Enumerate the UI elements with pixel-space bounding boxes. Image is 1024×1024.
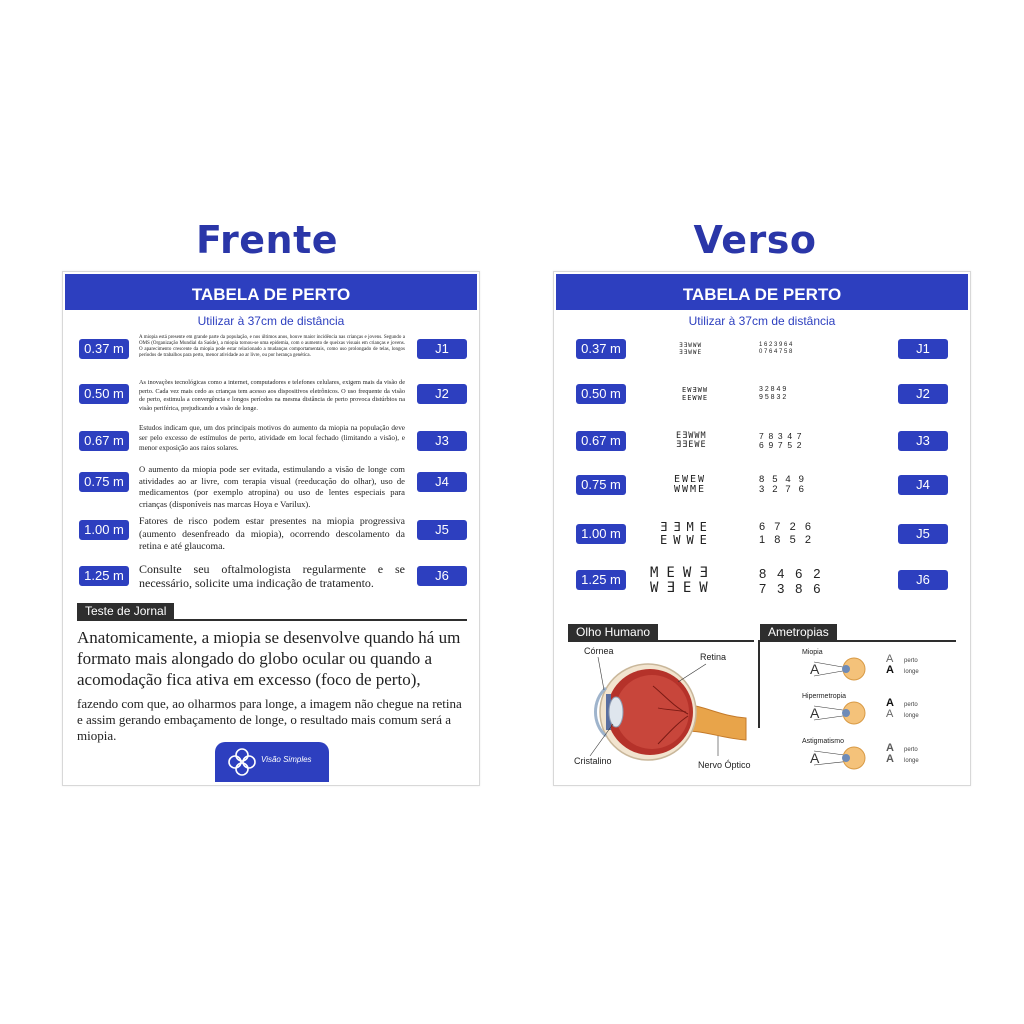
optotype-number-row: 6 9 7 5 2	[759, 440, 802, 450]
hyperopia-diagram	[810, 700, 874, 726]
distance-badge: 1.00 m	[79, 520, 129, 540]
letter-near: A	[886, 742, 894, 754]
optotype-e-row: EWWE	[660, 533, 713, 547]
j-badge: J2	[898, 384, 948, 404]
svg-text:A: A	[810, 705, 820, 721]
eye-anatomy-illustration	[568, 644, 754, 774]
distance-badge: 1.25 m	[79, 566, 129, 586]
distance-badge: 0.67 m	[576, 431, 626, 451]
optic-nerve-label: Nervo Óptico	[698, 760, 751, 770]
paragraph-5: Fatores de risco podem estar presentes na miopia progressiva (aumento desenfreado da miopia), ocorrendo descolamento da retina e até glaucoma.	[139, 516, 405, 552]
ametropia-name: Hipermetropia	[802, 693, 846, 700]
distance-badge: 0.75 m	[79, 472, 129, 492]
optotype-number-row: 7 8 3 4 7	[759, 431, 802, 441]
ametropias-divider	[760, 640, 956, 642]
retina-label: Retina	[700, 652, 727, 662]
back-card-subtitle: Utilizar à 37cm de distância	[688, 314, 836, 328]
paragraph-3: Estudos indicam que, um dos principais motivos do aumento da miopia na população deve ser pelo excesso de estímulos de perto, atividade em local fechado (limitando a visão), e menor exposição aos raios solares.	[139, 424, 405, 452]
cristalino-label: Cristalino	[574, 756, 612, 766]
j-badge: J2	[417, 384, 467, 404]
near-label: perto	[904, 747, 918, 753]
paragraph-4: O aumento da miopia pode ser evitada, estimulando a visão de longe com atividades ao ar livre, com terapia visual (reeducação do olhar), uso de medicamentos (por exemplo atropina) ou uso de lentes especiais para crianças (disponíveis nas marcas Hoya e Varilux).	[139, 464, 405, 509]
ametropia-name: Astigmatismo	[802, 738, 845, 745]
paragraph-6: Consulte seu oftalmologista regularmente e se necessário, solicite uma indicação de tratamento.	[139, 562, 405, 590]
optotype-number-row: 8 4 6 2	[759, 566, 821, 581]
front-card	[62, 271, 480, 786]
paragraph-1: A miopia está presente em grande parte da população, e nos últimos anos, houve maior incidência nas crianças e jovens. Segundo a OMS (Organização Mundial da Saúde), a miopia tornou-se uma epidemia, com o aumento de queixas visuais em crianças e jovens. O aparecimento crescente da miopia pode estar relacionado a mudanças comportamentais, como uso prolongado de telas, longos períodos de trabalhos para perto, menor atividade ao ar livre, ou por herança genética.	[139, 335, 405, 358]
optotype-number-row: 9 5 8 3 2	[759, 394, 787, 401]
optotype-number-row: 0 7 6 4 7 5 8	[759, 349, 793, 355]
back-heading: Verso	[693, 218, 817, 262]
distance-badge: 0.67 m	[79, 431, 129, 451]
distance-badge: 0.50 m	[576, 384, 626, 404]
optotype-number-row: 3 2 8 4 9	[759, 386, 787, 393]
far-label: longe	[904, 669, 919, 675]
optotype-e-row: WWME	[674, 484, 707, 495]
j-badge: J5	[898, 524, 948, 544]
letter-far: A	[886, 664, 894, 676]
distance-badge: 1.25 m	[576, 570, 626, 590]
letter-near: A	[886, 697, 894, 709]
front-heading: Frente	[195, 218, 339, 262]
ametropias-vertical-divider	[758, 640, 760, 728]
svg-text:A: A	[810, 750, 820, 766]
optotype-e-row: ƎƎME	[660, 520, 713, 534]
cornea-label: Córnea	[584, 646, 614, 656]
jornal-small-text: fazendo com que, ao olharmos para longe, a imagem não chegue na retina e assim gerando embaçamento de longe, o resultado mais comum será a miopia.	[77, 696, 462, 743]
j-badge: J6	[898, 570, 948, 590]
distance-badge: 1.00 m	[576, 524, 626, 544]
eye-tab: Olho Humano	[568, 624, 658, 641]
distance-badge: 0.75 m	[576, 475, 626, 495]
distance-badge: 0.50 m	[79, 384, 129, 404]
back-card	[553, 271, 971, 786]
j-badge: J4	[898, 475, 948, 495]
near-label: perto	[904, 658, 918, 664]
optotype-number-row: 1 6 2 3 9 6 4	[759, 342, 793, 348]
brand-logo	[215, 742, 329, 782]
near-label: perto	[904, 702, 918, 708]
optotype-number-row: 6 7 2 6	[759, 521, 811, 533]
j-badge: J3	[898, 431, 948, 451]
optotype-e-row: EWƎWW	[682, 386, 709, 394]
jornal-divider	[77, 619, 467, 621]
far-label: longe	[904, 758, 919, 764]
optotype-number-row: 1 8 5 2	[759, 534, 811, 546]
optotype-e-row: EƎWWM	[676, 431, 707, 441]
j-badge: J1	[898, 339, 948, 359]
logo-icon	[227, 747, 257, 777]
optotype-e-row: EWEW	[674, 474, 707, 485]
j-badge: J3	[417, 431, 467, 451]
optotype-number-row: 8 5 4 9	[759, 474, 804, 485]
distance-badge: 0.37 m	[576, 339, 626, 359]
jornal-big-text: Anatomicamente, a miopia se desenvolve quando há um formato mais alongado do globo ocular ou quando a acomodação fica ativa em excesso (foco de perto),	[77, 628, 461, 689]
astigmatism-diagram	[810, 745, 874, 771]
ametropias-tab: Ametropias	[760, 624, 837, 641]
optotype-e-row: ƎƎEWE	[676, 440, 707, 450]
eye-divider	[568, 640, 754, 642]
optotype-e-row: ƎƎWWE	[679, 349, 703, 356]
optotype-number-row: 3 2 7 6	[759, 484, 804, 495]
optotype-e-row: EEWWE	[682, 394, 709, 402]
logo-text: Visão Simples	[261, 755, 312, 764]
j-badge: J6	[417, 566, 467, 586]
front-card-title: TABELA DE PERTO	[65, 274, 477, 310]
letter-far: A	[886, 708, 894, 720]
optotype-e-row: MEWƎ	[650, 565, 716, 581]
paragraph-2: As inovações tecnológicas como a internet, computadores e telefones celulares, exigem mais da visão de perto. Cada vez mais cedo as crianças tem acesso aos dispositivos eletrônicos. O uso frequente da visão de perto, estimula a convergência e longos períodos na mesma distância de perto provoca distúrbios na visão periférica, prejudicando a visão de longe.	[139, 379, 405, 412]
back-card-title: TABELA DE PERTO	[556, 274, 968, 310]
j-badge: J4	[417, 472, 467, 492]
optotype-e-row: WƎEW	[650, 580, 716, 596]
ametropia-name: Miopia	[802, 649, 823, 656]
letter-near: A	[886, 653, 894, 665]
myopia-diagram	[810, 656, 874, 682]
distance-badge: 0.37 m	[79, 339, 129, 359]
j-badge: J5	[417, 520, 467, 540]
svg-text:A: A	[810, 661, 820, 677]
far-label: longe	[904, 713, 919, 719]
front-card-subtitle: Utilizar à 37cm de distância	[197, 314, 345, 328]
optotype-number-row: 7 3 8 6	[759, 581, 821, 596]
optotype-e-row: ƎƎWWW	[679, 342, 703, 349]
j-badge: J1	[417, 339, 467, 359]
letter-far: A	[886, 753, 894, 765]
jornal-tab: Teste de Jornal	[77, 603, 174, 620]
